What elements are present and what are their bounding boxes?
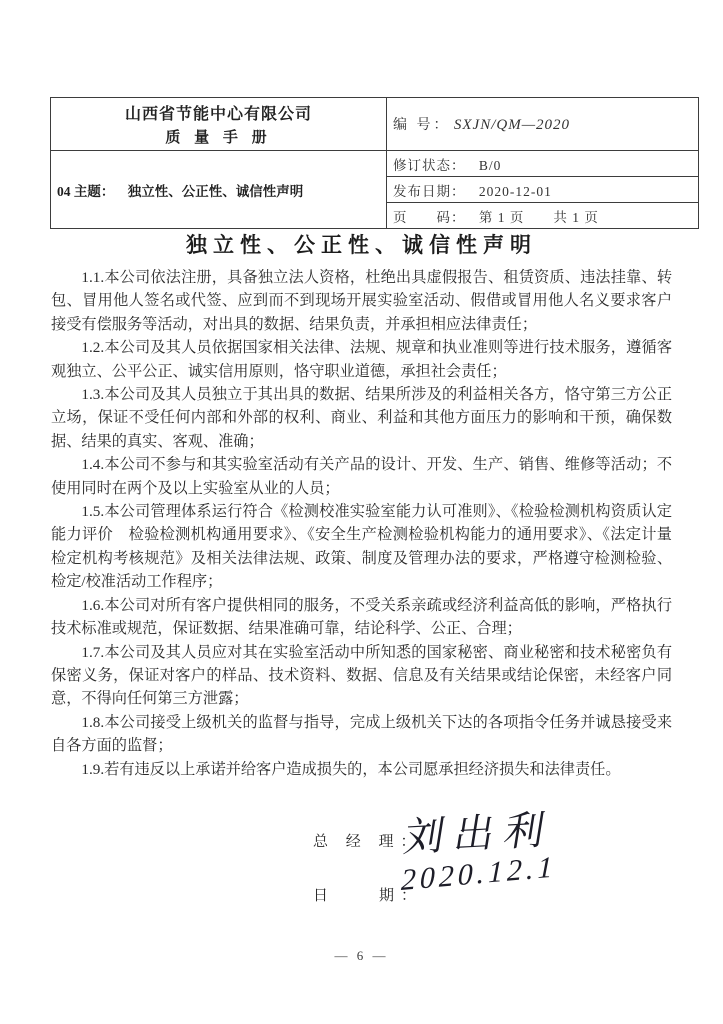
paragraph-1-7: 1.7.本公司及其人员应对其在实验室活动中所知悉的国家秘密、商业秘密和技术秘密负有保密义务，保证对客户的样品、技术资料、数据、信息及有关结果或结论保密，未经客户同意，不得向任何第三方泄露； — [51, 643, 672, 708]
company-cell — [51, 98, 387, 151]
subject-value: 独立性、公正性、诚信性声明 — [127, 183, 304, 199]
issue-date-value: 2020-12-01 — [478, 183, 552, 199]
manual-title: 质 量 手 册 — [165, 130, 272, 146]
header-table — [50, 97, 699, 229]
paragraph-1-1: 1.1.本公司依法注册，具备独立法人资格，杜绝出具虚假报告、租赁资质、违法挂靠、转包、冒用他人签名或代签、应到而不到现场开展实验室活动、假借或冒用他人名义要求客户接受有偿服务等活动，对出具的数据、结果负责，并承担相应法律责任； — [51, 269, 672, 333]
paragraph-1-3: 1.3.本公司及其人员独立于其出具的数据、结果所涉及的利益相关各方，恪守第三方公正立场，保证不受任何内部和外部的权利、商业、利益和其他方面压力的影响和干预，确保数据、结果的真实、客观、准确； — [51, 386, 672, 450]
doc-number-label: 编 号： — [393, 118, 451, 133]
date-handwritten-value: 2020.12.1 — [400, 850, 557, 898]
paragraph-1-8: 1.8.本公司接受上级机关的监督与指导，完成上级机关下达的各项指令任务并诚恳接受来自各方面的监督； — [51, 713, 672, 755]
page-code-value: 第 1 页 共 1 页 — [478, 209, 599, 225]
company-name: 山西省节能中心有限公司 — [124, 106, 312, 123]
revision-cell — [387, 151, 699, 177]
general-manager-label: 总 经 理： — [313, 834, 423, 850]
footer-page-number: — 6 — — [334, 948, 389, 963]
revision-label: 修订状态： — [393, 157, 466, 173]
paragraph-1-6: 1.6.本公司对所有客户提供相同的服务，不受关系亲疏或经济利益高低的影响，严格执行技术标准或规范，保证数据、结果准确可靠，结论科学、公正、合理； — [51, 596, 672, 638]
paragraph-1-2: 1.2.本公司及其人员依据国家相关法律、法规、规章和执业准则等进行技术服务，遵循客观独立、公平公正、诚实信用原则，恪守职业道德，承担社会责任； — [51, 339, 672, 380]
paragraph-1-9: 1.9.若有违反以上承诺并给客户造成损失的，本公司愿承担经济损失和法律责任。 — [81, 760, 621, 778]
paragraph-1-4: 1.4.本公司不参与和其实验室活动有关产品的设计、开发、生产、销售、维修等活动；不使用同时在两个及以上实验室从业的人员； — [51, 456, 672, 497]
doc-number-value: SXJN/QM—2020 — [453, 117, 571, 133]
page-code-label: 页 码： — [393, 209, 466, 225]
signature-block — [313, 806, 643, 932]
issue-date-label: 发布日期： — [393, 183, 466, 199]
page-code-cell — [387, 203, 699, 229]
paragraph-1-5: 1.5.本公司管理体系运行符合《检测校准实验室能力认可准则》、《检验检测机构资质认定能力评价 检验检测机构通用要求》、《安全生产检测检验机构能力的通用要求》、《法定计量检定机构考核规范》及相关法律法规、政策、制度及管理办法的要求，严格遵守检测检验、检定/校准活动工作程序； — [51, 503, 672, 591]
date-label: 日 期： — [313, 888, 424, 904]
declaration-body — [51, 266, 672, 781]
document-title: 独立性、公正性、诚信性声明 — [186, 233, 537, 257]
doc-number-cell — [387, 98, 699, 151]
issue-date-cell — [387, 177, 699, 203]
subject-cell — [51, 151, 387, 229]
subject-label: 04 主题： — [57, 183, 115, 199]
general-manager-signature: 刘出利 — [400, 806, 558, 861]
revision-value: B/0 — [478, 157, 502, 173]
